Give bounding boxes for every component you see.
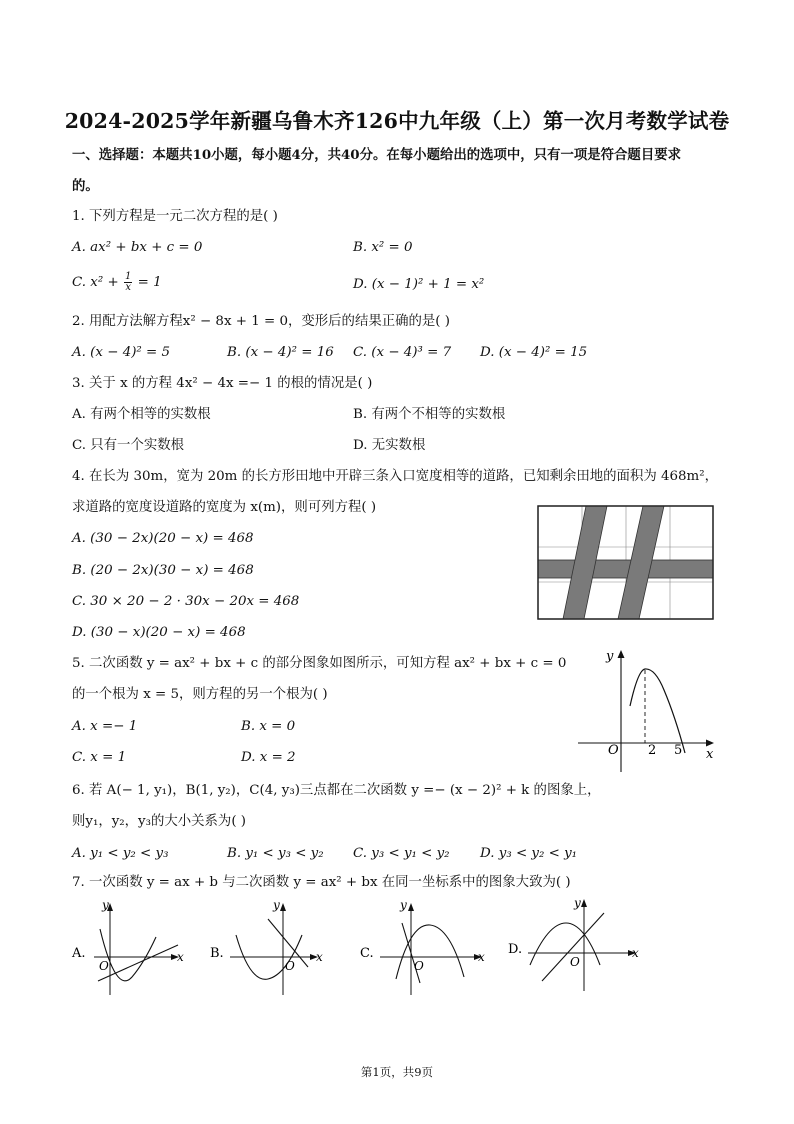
origin-label: O bbox=[285, 959, 295, 973]
q2-option-d[interactable]: D. (x − 4)² = 15 bbox=[480, 345, 588, 360]
q4-option-c[interactable]: C. 30 × 20 − 2 · 30x − 20x = 468 bbox=[72, 594, 300, 609]
straight-line bbox=[542, 913, 604, 981]
q7-option-a-graph[interactable] bbox=[72, 897, 192, 997]
y-label: y bbox=[574, 896, 581, 910]
q4-option-b[interactable]: B. (20 − 2x)(30 − x) = 468 bbox=[72, 563, 254, 578]
q2-option-c[interactable]: C. (x − 4)³ = 7 bbox=[353, 345, 452, 360]
q6-option-b[interactable]: B. y₁ < y₃ < y₂ bbox=[227, 846, 324, 861]
fraction-denominator: x bbox=[125, 282, 131, 293]
q7-option-b-label: B. bbox=[210, 946, 224, 961]
q7-option-d-graph[interactable] bbox=[508, 893, 648, 993]
q1-option-c-prefix: C. x² + bbox=[72, 275, 119, 290]
q3-option-a[interactable]: A. 有两个相等的实数根 bbox=[72, 407, 211, 422]
x-label: x bbox=[706, 747, 714, 762]
origin-label: O bbox=[608, 743, 619, 758]
q7-option-b-graph[interactable] bbox=[210, 897, 330, 997]
q4-option-a[interactable]: A. (30 − 2x)(20 − x) = 468 bbox=[72, 531, 254, 546]
origin-label: O bbox=[99, 959, 109, 973]
q2-stem: 2. 用配方法解方程x² − 8x + 1 = 0，变形后的结果正确的是( ) bbox=[72, 314, 450, 329]
horizontal-road bbox=[538, 560, 713, 578]
parabola-curve bbox=[630, 669, 685, 753]
tick-label-5: 5 bbox=[674, 743, 683, 758]
q5-stem-line2: 的一个根为 x = 5，则方程的另一个根为( ) bbox=[72, 687, 328, 702]
q1-stem: 1. 下列方程是一元二次方程的是( ) bbox=[72, 209, 278, 224]
y-axis-arrow-icon bbox=[280, 903, 286, 911]
q6-option-a[interactable]: A. y₁ < y₂ < y₃ bbox=[72, 846, 169, 861]
fraction-numerator: 1 bbox=[124, 271, 132, 282]
fraction bbox=[124, 272, 132, 293]
q5-option-a[interactable]: A. x =− 1 bbox=[72, 719, 138, 734]
x-axis-arrow-icon bbox=[706, 740, 714, 747]
q3-stem: 3. 关于 x 的方程 4x² − 4x =− 1 的根的情况是( ) bbox=[72, 376, 373, 391]
y-label: y bbox=[606, 649, 614, 664]
y-axis-arrow-icon bbox=[618, 650, 625, 658]
page-footer: 第1页，共9页 bbox=[360, 1065, 434, 1079]
q4-option-d[interactable]: D. (30 − x)(20 − x) = 468 bbox=[72, 625, 246, 640]
q1-option-b[interactable]: B. x² = 0 bbox=[353, 240, 413, 255]
q3-option-b[interactable]: B. 有两个不相等的实数根 bbox=[353, 407, 506, 422]
q6-stem-line2: 则y₁，y₂，y₃的大小关系为( ) bbox=[72, 814, 247, 829]
q1-option-c[interactable] bbox=[72, 272, 162, 293]
q7-stem: 7. 一次函数 y = ax + b 与二次函数 y = ax² + bx 在同一坐标系中的图象大致为( ) bbox=[72, 875, 571, 890]
origin-label: O bbox=[570, 955, 580, 969]
q4-field-figure bbox=[538, 506, 714, 620]
x-label: x bbox=[632, 946, 639, 960]
origin-label: O bbox=[414, 959, 424, 973]
q1-option-a[interactable]: A. ax² + bx + c = 0 bbox=[72, 240, 203, 255]
q4-stem-line2: 求道路的宽度设道路的宽度为 x(m)，则可列方程( ) bbox=[72, 500, 377, 515]
q3-option-c[interactable]: C. 只有一个实数根 bbox=[72, 438, 185, 453]
q7-option-d-label: D. bbox=[508, 942, 523, 957]
x-label: x bbox=[316, 950, 323, 964]
y-label: y bbox=[400, 898, 407, 912]
q5-option-b[interactable]: B. x = 0 bbox=[241, 719, 296, 734]
q7-option-c-label: C. bbox=[360, 946, 374, 961]
y-label: y bbox=[102, 898, 109, 912]
q5-option-d[interactable]: D. x = 2 bbox=[241, 750, 296, 765]
y-label: y bbox=[273, 898, 280, 912]
q6-stem-line1: 6. 若 A(− 1, y₁)，B(1, y₂)，C(4, y₃)三点都在二次函数 y =− (x − 2)² + k 的图象上， bbox=[72, 783, 601, 798]
y-axis-arrow-icon bbox=[581, 899, 587, 907]
x-label: x bbox=[177, 950, 184, 964]
q1-option-c-suffix: = 1 bbox=[137, 275, 162, 290]
section-heading: 一、选择题：本题共10小题，每小题4分，共40分。在每小题给出的选项中，只有一项是符合题目要求 bbox=[72, 147, 681, 163]
q7-option-c-graph[interactable] bbox=[360, 897, 490, 997]
page-title: 2024-2025学年新疆乌鲁木齐126中九年级（上）第一次月考数学试卷 bbox=[64, 109, 730, 133]
q6-option-c[interactable]: C. y₃ < y₁ < y₂ bbox=[353, 846, 450, 861]
q4-stem-line1: 4. 在长为 30m，宽为 20m 的长方形田地中开辟三条入口宽度相等的道路，已知剩余田地的面积为 468m²， bbox=[72, 469, 718, 484]
section-heading-cont: 的。 bbox=[72, 178, 99, 194]
q5-stem-line1: 5. 二次函数 y = ax² + bx + c 的部分图象如图所示，可知方程 ax² + bx + c = 0 bbox=[72, 656, 567, 671]
q2-option-a[interactable]: A. (x − 4)² = 5 bbox=[72, 345, 171, 360]
parabola-curve bbox=[100, 929, 156, 981]
parabola-curve bbox=[396, 925, 464, 979]
y-axis-arrow-icon bbox=[408, 903, 414, 911]
q7-option-a-label: A. bbox=[72, 946, 86, 961]
q3-option-d[interactable]: D. 无实数根 bbox=[353, 438, 426, 453]
q1-option-d[interactable]: D. (x − 1)² + 1 = x² bbox=[353, 277, 485, 292]
q5-option-c[interactable]: C. x = 1 bbox=[72, 750, 127, 765]
q6-option-d[interactable]: D. y₃ < y₂ < y₁ bbox=[480, 846, 578, 861]
q2-option-b[interactable]: B. (x − 4)² = 16 bbox=[227, 345, 334, 360]
tick-label-2: 2 bbox=[648, 743, 657, 758]
x-label: x bbox=[478, 950, 485, 964]
q5-parabola-graph bbox=[578, 646, 718, 776]
